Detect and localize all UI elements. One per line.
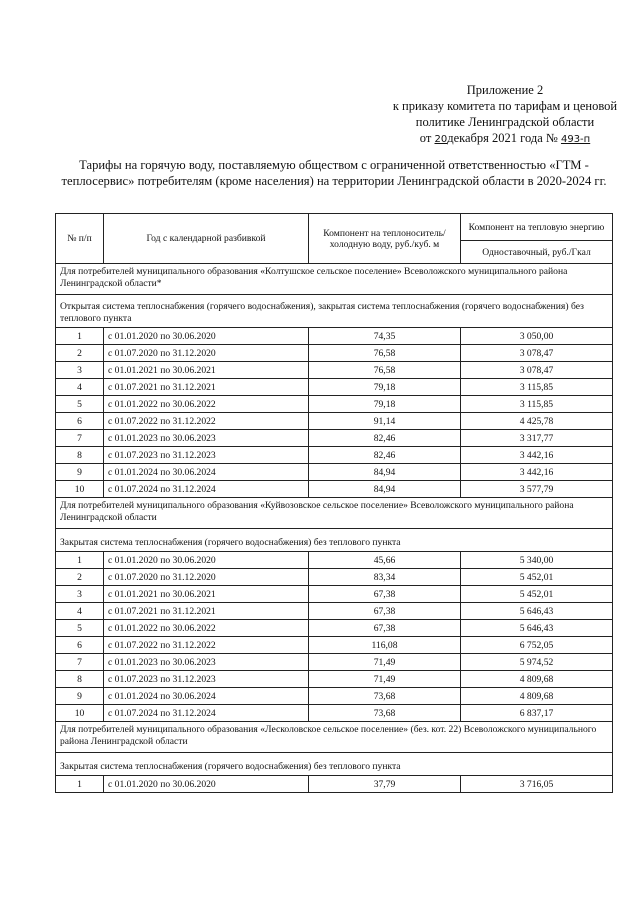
section-subtitle-row [56, 753, 613, 776]
table-row [56, 362, 613, 379]
row-heat-tariff: 3 442,16 [461, 464, 613, 481]
row-number: 2 [56, 569, 104, 586]
row-heat-tariff: 5 646,43 [461, 603, 613, 620]
row-water-tariff: 73,68 [309, 705, 461, 722]
row-heat-tariff: 3 115,85 [461, 396, 613, 413]
row-period: с 01.07.2024 по 31.12.2024 [104, 705, 309, 722]
table-row [56, 396, 613, 413]
table-row [56, 430, 613, 447]
table-row [56, 620, 613, 637]
row-period: с 01.01.2024 по 30.06.2024 [104, 464, 309, 481]
row-water-tariff: 116,08 [309, 637, 461, 654]
header-num: № п/п [56, 214, 104, 264]
date-rest: декабря 2021 года № [447, 131, 558, 145]
row-period: с 01.07.2020 по 31.12.2020 [104, 569, 309, 586]
row-water-tariff: 37,79 [309, 776, 461, 793]
document-title: Тарифы на горячую воду, поставляемую обществом с ограниченной ответственностью «ГТМ - теплосервис» потребителям (кроме населения) на территории Ленинградской области в 2020-2024 гг. [61, 158, 607, 188]
row-water-tariff: 79,18 [309, 379, 461, 396]
row-period: с 01.07.2020 по 31.12.2020 [104, 345, 309, 362]
section-subtitle-row [56, 295, 613, 328]
table-row [56, 688, 613, 705]
table-row [56, 569, 613, 586]
row-water-tariff: 91,14 [309, 413, 461, 430]
row-heat-tariff: 3 442,16 [461, 447, 613, 464]
row-water-tariff: 71,49 [309, 671, 461, 688]
table-row [56, 379, 613, 396]
table-row [56, 671, 613, 688]
row-number: 4 [56, 379, 104, 396]
row-number: 3 [56, 586, 104, 603]
row-period: с 01.07.2024 по 31.12.2024 [104, 481, 309, 498]
row-number: 4 [56, 603, 104, 620]
table-row [56, 705, 613, 722]
row-period: с 01.07.2023 по 31.12.2023 [104, 671, 309, 688]
table-row [56, 481, 613, 498]
annex-order-line: к приказу комитета по тарифам и ценовой [392, 99, 618, 113]
row-period: с 01.07.2021 по 31.12.2021 [104, 603, 309, 620]
section-title: Для потребителей муниципального образования «Колтушское сельское поселение» Всеволожского муниципального района Ленинградской области* [56, 264, 613, 295]
row-number: 7 [56, 430, 104, 447]
annex-date-line [380, 130, 630, 148]
row-water-tariff: 76,58 [309, 345, 461, 362]
table-row [56, 447, 613, 464]
row-water-tariff: 71,49 [309, 654, 461, 671]
row-period: с 01.01.2024 по 30.06.2024 [104, 688, 309, 705]
section-subtitle: Закрытая система теплоснабжения (горячего водоснабжения) без теплового пункта [56, 753, 613, 776]
row-water-tariff: 84,94 [309, 464, 461, 481]
section-title-row [56, 722, 613, 753]
row-heat-tariff: 5 340,00 [461, 552, 613, 569]
table-row [56, 637, 613, 654]
row-period: с 01.01.2022 по 30.06.2022 [104, 396, 309, 413]
row-number: 10 [56, 481, 104, 498]
row-heat-tariff: 3 078,47 [461, 362, 613, 379]
header-heat-component: Компонент на тепловую энергию [461, 214, 613, 241]
section-subtitle: Закрытая система теплоснабжения (горячего водоснабжения) без теплового пункта [56, 529, 613, 552]
table-row [56, 464, 613, 481]
row-water-tariff: 67,38 [309, 620, 461, 637]
row-heat-tariff: 3 115,85 [461, 379, 613, 396]
row-water-tariff: 76,58 [309, 362, 461, 379]
table-row [56, 654, 613, 671]
annex-header [380, 82, 630, 148]
row-heat-tariff: 4 809,68 [461, 688, 613, 705]
table-row [56, 413, 613, 430]
row-heat-tariff: 3 078,47 [461, 345, 613, 362]
row-number: 5 [56, 396, 104, 413]
tariff-table [55, 213, 613, 793]
row-number: 7 [56, 654, 104, 671]
row-heat-tariff: 4 425,78 [461, 413, 613, 430]
handwritten-day: 20 [434, 134, 448, 145]
row-water-tariff: 45,66 [309, 552, 461, 569]
row-water-tariff: 84,94 [309, 481, 461, 498]
table-row [56, 586, 613, 603]
row-water-tariff: 83,34 [309, 569, 461, 586]
row-heat-tariff: 6 837,17 [461, 705, 613, 722]
header-water-component: Компонент на теплоноситель/ холодную воду, руб./куб. м [309, 214, 461, 264]
row-period: с 01.07.2021 по 31.12.2021 [104, 379, 309, 396]
header-heat-single-rate: Одноставочный, руб./Гкал [461, 241, 613, 264]
row-period: с 01.01.2023 по 30.06.2023 [104, 430, 309, 447]
row-number: 8 [56, 447, 104, 464]
row-number: 9 [56, 464, 104, 481]
row-number: 1 [56, 552, 104, 569]
handwritten-order-number: 493-п [560, 134, 591, 145]
table-row [56, 328, 613, 345]
table-row [56, 603, 613, 620]
row-heat-tariff: 3 716,05 [461, 776, 613, 793]
table-row [56, 776, 613, 793]
row-number: 1 [56, 776, 104, 793]
row-water-tariff: 79,18 [309, 396, 461, 413]
section-title-row [56, 264, 613, 295]
row-water-tariff: 67,38 [309, 603, 461, 620]
row-period: с 01.01.2020 по 30.06.2020 [104, 776, 309, 793]
row-number: 1 [56, 328, 104, 345]
header-period: Год с календарной разбивкой [104, 214, 309, 264]
row-number: 6 [56, 413, 104, 430]
row-water-tariff: 82,46 [309, 447, 461, 464]
row-water-tariff: 67,38 [309, 586, 461, 603]
row-heat-tariff: 6 752,05 [461, 637, 613, 654]
row-number: 10 [56, 705, 104, 722]
row-heat-tariff: 3 577,79 [461, 481, 613, 498]
row-period: с 01.07.2022 по 31.12.2022 [104, 413, 309, 430]
row-water-tariff: 73,68 [309, 688, 461, 705]
row-heat-tariff: 5 452,01 [461, 586, 613, 603]
row-period: с 01.01.2020 по 30.06.2020 [104, 328, 309, 345]
row-period: с 01.07.2023 по 31.12.2023 [104, 447, 309, 464]
row-period: с 01.01.2021 по 30.06.2021 [104, 362, 309, 379]
section-subtitle-row [56, 529, 613, 552]
row-period: с 01.01.2020 по 30.06.2020 [104, 552, 309, 569]
row-number: 8 [56, 671, 104, 688]
row-number: 9 [56, 688, 104, 705]
row-number: 3 [56, 362, 104, 379]
row-number: 2 [56, 345, 104, 362]
row-heat-tariff: 4 809,68 [461, 671, 613, 688]
row-heat-tariff: 5 974,52 [461, 654, 613, 671]
row-water-tariff: 82,46 [309, 430, 461, 447]
row-heat-tariff: 3 050,00 [461, 328, 613, 345]
row-period: с 01.01.2023 по 30.06.2023 [104, 654, 309, 671]
date-prefix: от [419, 131, 432, 145]
table-row [56, 552, 613, 569]
table-row [56, 345, 613, 362]
annex-title: Приложение 2 [466, 83, 544, 97]
row-period: с 01.07.2022 по 31.12.2022 [104, 637, 309, 654]
section-subtitle: Открытая система теплоснабжения (горячего водоснабжения), закрытая система теплоснабжения (горячего водоснабжения) без теплового пункта [56, 295, 613, 328]
section-title: Для потребителей муниципального образования «Лесколовское сельское поселение» (без. кот. 22) Всеволожского муниципального района Ленинградской области [56, 722, 613, 753]
row-heat-tariff: 5 452,01 [461, 569, 613, 586]
annex-committee-line: политике Ленинградской области [415, 115, 595, 129]
row-number: 6 [56, 637, 104, 654]
row-heat-tariff: 3 317,77 [461, 430, 613, 447]
row-period: с 01.01.2021 по 30.06.2021 [104, 586, 309, 603]
row-water-tariff: 74,35 [309, 328, 461, 345]
row-number: 5 [56, 620, 104, 637]
row-period: с 01.01.2022 по 30.06.2022 [104, 620, 309, 637]
row-heat-tariff: 5 646,43 [461, 620, 613, 637]
section-title-row [56, 498, 613, 529]
section-title: Для потребителей муниципального образования «Куйвозовское сельское поселение» Всеволожского муниципального района Ленинградской области [56, 498, 613, 529]
